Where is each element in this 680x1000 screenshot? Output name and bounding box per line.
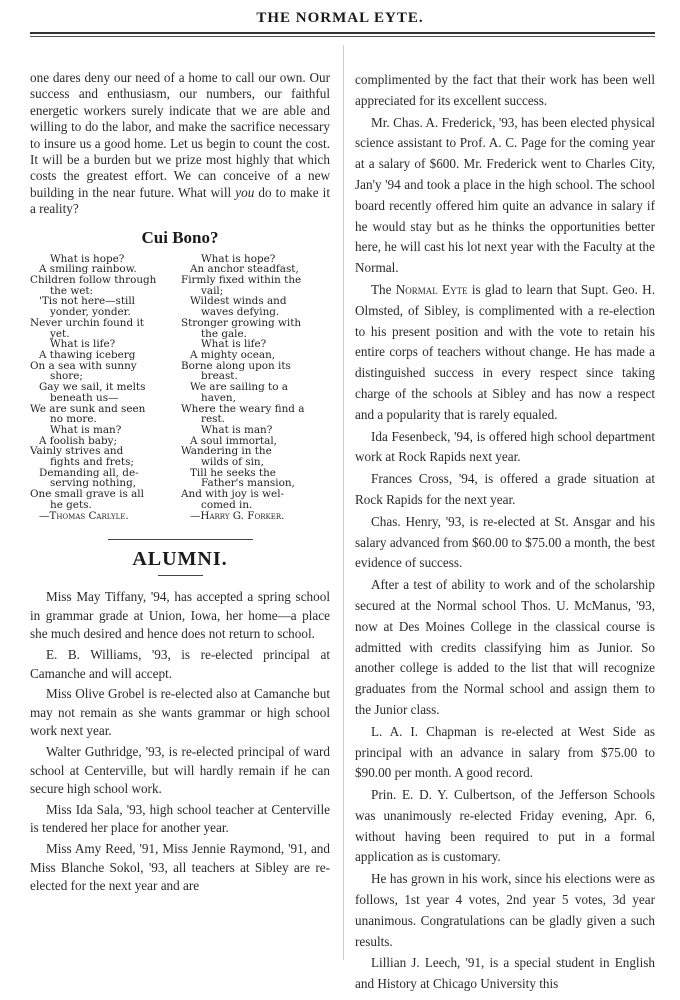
poem-line: no more. [50, 413, 97, 426]
poem-line: We are sunk and seen [30, 402, 146, 415]
poem-line: the gale. [201, 327, 247, 340]
poem-line: vail; [201, 284, 224, 297]
editorial-italic: you [235, 184, 255, 200]
section-rule [108, 539, 253, 540]
poem-right-column [181, 254, 330, 522]
newspaper-masthead: THE NORMAL EYTE. [256, 10, 424, 26]
poem-line: What is life? [50, 338, 116, 351]
left-column [30, 70, 330, 898]
alumni-item: Frances Cross, '94, is offered a grade situation at Rock Rapids for the next year. [355, 471, 655, 507]
alumni-item: Miss Ida Sala, '93, high school teacher at Centerville is tendered her place for another year. [30, 801, 330, 836]
poem-line: A foolish baby; [39, 434, 118, 447]
poem-line: the wet: [50, 284, 94, 297]
poem-line: waves defying. [201, 306, 280, 319]
poem-line: shore; [50, 370, 83, 383]
column-divider [343, 45, 344, 960]
poem-line: Vainly strives and [30, 445, 124, 458]
alumni-item: He has grown in his work, since his elections were as follows, 1st year 4 votes, 2nd year 5 votes, 3d year unanimous. Congratulations can be gladly given a such results. [355, 871, 655, 949]
header-rule-thin [30, 36, 655, 37]
poem-line: serving nothing, [50, 477, 137, 490]
poem-line: he gets. [50, 498, 92, 511]
alumni-item: Chas. Henry, '93, is re-elected at St. Ansgar and his salary advanced from $60.00 to $75.00 a month, the best evidence of success. [355, 513, 655, 571]
poem-line: An anchor steadfast, [190, 263, 299, 276]
poem-line: What is life? [201, 338, 267, 351]
alumni-item: Miss Amy Reed, '91, Miss Jennie Raymond, '91, and Miss Blanche Sokol, '93, all teachers at Sibley are re-elected for the next year and are [30, 840, 330, 894]
alumni-text: is glad to learn that Supt. Geo. H. Olmsted, of Sibley, is complimented with a re-election to his present position and with the vote to retain his entire corps of teachers without change. He has made a distinguished success in every respect since taking charge of the schools at Sibley and has now a respect and a popularity that is rarely equaled. [355, 281, 655, 422]
poem-line: Wandering in the [181, 445, 272, 458]
poem-line: Children follow through [30, 274, 157, 287]
poem-line: beneath us— [50, 391, 119, 404]
poem-byline: —Thomas Carlyle. [39, 509, 129, 522]
alumni-item: Prin. E. D. Y. Culbertson, of the Jefferson Schools was unanimously re-elected Friday evening, Apr. 6, without having been required to put in a formal application as is customary. [355, 787, 655, 865]
poem-left-column [30, 254, 179, 522]
poem-line: Firmly fixed within the [181, 274, 302, 287]
poem-line: One small grave is all [30, 488, 144, 501]
alumni-item [355, 280, 655, 426]
alumni-item: Lillian J. Leech, '91, is a special student in English and History at Chicago University this [355, 955, 655, 992]
paper-name: Normal Eyte [395, 281, 468, 297]
poem-line: What is hope? [201, 252, 276, 265]
poem-title: Cui Bono? [141, 227, 219, 247]
poem-line: Stronger growing with [181, 316, 302, 329]
alumni-item: After a test of ability to work and of the scholarship secured at the Normal school Thos. U. McManus, '93, now at Des Moines College in the classical course is admitted with credits classifying him as Junior. So another college is added to the list that will recognize graduates from the Normal school and assign them to the Junior class. [355, 577, 655, 717]
editorial-text: one dares deny our need of a home to call our own. Our success and enthusiasm, our numbers, our faithful energetic workers surely indicate that we are able and willing to do the labor, and make the sacrifice necessary to insure us a good home. Let us begin to count the cost. It will be a burden but we prize most highly that which costs the greatest effort. We can conceive of a new building in the near future. What will [30, 70, 330, 200]
poem [30, 254, 330, 522]
poem-line: yonder, yonder. [50, 306, 131, 319]
poem-line: Wildest winds and [190, 295, 287, 308]
poem-line: Father's mansion, [201, 477, 295, 490]
alumni-item: Miss Olive Grobel is re-elected also at Camanche but may not remain as she wants grammar or high school work next year. [30, 686, 330, 739]
poem-line: yet. [50, 327, 70, 340]
poem-line: Borne along upon its [181, 359, 291, 372]
alumni-item: Walter Guthridge, '93, is re-elected principal of ward school at Centerville, but will hardly remain if he can secure high school work. [30, 743, 330, 797]
poem-line: A soul immortal, [190, 434, 277, 447]
poem-line: fights and frets; [50, 456, 134, 469]
poem-line: Till he seeks the [190, 466, 276, 479]
right-column [355, 70, 655, 996]
poem-line: We are sailing to a [190, 381, 288, 394]
poem-line: Gay we sail, it melts [39, 381, 146, 394]
poem-line: A mighty ocean, [190, 348, 276, 361]
poem-line: Where the weary find a [181, 402, 305, 415]
poem-line: 'Tis not here—still [39, 295, 135, 308]
alumni-item: L. A. I. Chapman is re-elected at West Side as principal with an advance in salary from $75.00 to $90.00 per month. A good record. [355, 723, 655, 781]
alumni-item: Mr. Chas. A. Frederick, '93, has been elected physical science assistant to Prof. A. C. Page for the coming year at a salary of $600. Mr. Frederick went to Charles City, Jan'y '94 and took a place in the high school. The school board recently offered him quite an advance in salary if he would stay but as he thinks the opportunities better here, he will cast his lot next year with the Faculty at the Normal. [355, 114, 655, 276]
poem-line: rest. [201, 413, 225, 426]
alumni-item: E. B. Williams, '93, is re-elected principal at Camanche and will accept. [30, 647, 330, 681]
poem-line: On a sea with sunny [30, 359, 137, 372]
poem-line: What is man? [50, 423, 122, 436]
poem-byline: —Harry G. Forker. [190, 509, 285, 522]
header-rule [30, 32, 655, 34]
editorial-text-end: do to make it a reality? [30, 184, 330, 217]
poem-line: A smiling rainbow. [39, 263, 137, 276]
alumni-text: The [371, 281, 396, 297]
poem-line: Never urchin found it [30, 316, 144, 329]
poem-line: comed in. [201, 498, 253, 511]
poem-line: Demanding all, de- [39, 466, 139, 479]
poem-line: And with joy is wel- [181, 488, 285, 501]
poem-line: haven, [201, 391, 236, 404]
alumni-heading: ALUMNI. [132, 548, 228, 571]
poem-line: What is hope? [50, 252, 125, 265]
poem-line: A thawing iceberg [39, 348, 136, 361]
alumni-item-continued: complimented by the fact that their work has been well appreciated for its excellent success. [355, 72, 655, 108]
poem-line: wilds of sin, [201, 456, 264, 469]
editorial-paragraph [30, 70, 330, 218]
alumni-item: Ida Fesenbeck, '94, is offered high school department work at Rock Rapids next year. [355, 428, 655, 465]
poem-line: breast. [201, 370, 238, 383]
alumni-item: Miss May Tiffany, '94, has accepted a spring school in grammar grade at Union, Iowa, her home—a place she much desired and hence does not return to school. [30, 589, 330, 642]
alumni-section [30, 588, 330, 896]
poem-line: What is man? [201, 423, 273, 436]
alumni-heading-rule [158, 575, 203, 576]
